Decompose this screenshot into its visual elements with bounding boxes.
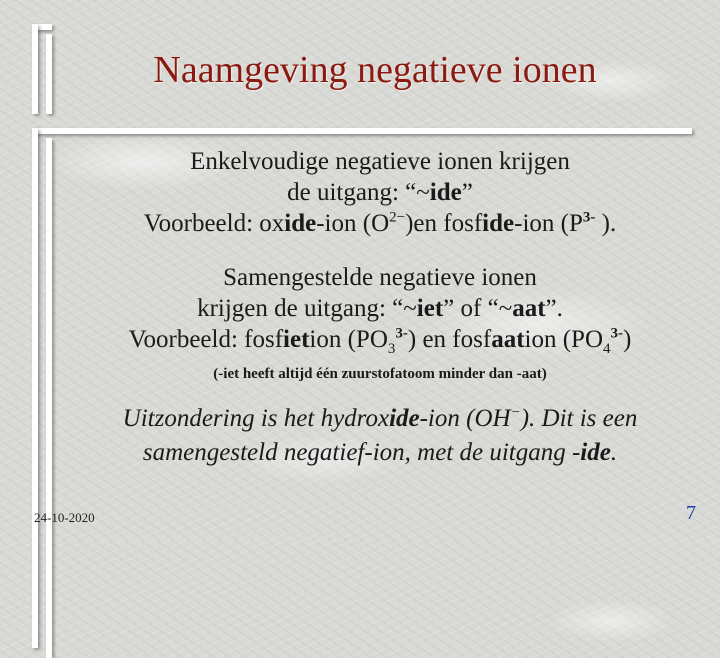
decorative-bar [46,138,52,658]
text: ” [461,179,473,206]
text: ”. [545,295,563,322]
text: ). Dit is een [520,405,638,432]
paragraph-line [60,208,700,239]
decorative-bar [32,24,38,114]
paragraph-line [60,146,700,177]
paragraph-line [60,177,700,208]
suffix-bold: ide [429,179,462,206]
paragraph-line [60,293,700,324]
suffix-bold: iet [416,295,444,322]
text: de uitgang: “~ [287,179,430,206]
text: ) [623,326,632,353]
text: ion (PO [309,326,388,353]
paragraph-line [60,402,700,436]
charge-superscript: − [510,404,521,421]
text: ” of “~ [443,295,513,322]
text: -ion (P [514,210,583,237]
suffix-bold: aat [512,295,546,322]
text: ). [595,210,617,237]
compound-ions-paragraph [60,262,700,355]
footer-date: 24-10-2020 [34,510,95,525]
text: Enkelvoudige negatieve ionen krijgen [190,148,570,175]
charge-superscript: 2− [389,209,406,226]
note-text: (-iet heeft altijd één zuurstofatoom minder dan -aat) [213,366,547,382]
charge-superscript: 3- [582,209,596,226]
suffix-bold: ide [389,405,420,432]
text: krijgen de uitgang: “~ [197,295,417,322]
suffix-bold: iet [283,326,310,353]
text: . [610,439,618,466]
text: ) en fosf [407,326,492,353]
text: samengesteld negatief-ion, met de uitgang - [142,439,581,466]
charge-superscript: 3- [610,325,624,342]
text: -ion (O [316,210,390,237]
page-number: 7 [686,502,696,524]
text: -ion (OH [419,405,511,432]
paragraph-line [60,436,700,470]
suffix-bold: ide [580,439,611,466]
slide-title: Naamgeving negatieve ionen [153,49,597,91]
text: Voorbeeld: ox [143,210,285,237]
text: )en fosf [405,210,483,237]
subscript: 3 [387,341,396,357]
paragraph-line [60,324,700,355]
paragraph-line [60,262,700,293]
charge-superscript: 3- [395,325,408,342]
simple-ions-paragraph [60,146,700,239]
text: Samengestelde negatieve ionen [223,264,537,291]
decorative-bar [46,34,52,114]
decorative-bar [32,128,692,134]
decorative-bar [32,128,38,648]
text: Voorbeeld: fosf [128,326,284,353]
text: ion (PO [524,326,604,353]
suffix-bold: aat [491,326,525,353]
subscript: 4 [603,341,611,357]
suffix-bold: ide [482,210,515,237]
exception-paragraph [60,402,700,470]
text: Uitzondering is het hydrox [122,405,390,432]
suffix-bold: ide [284,210,317,237]
